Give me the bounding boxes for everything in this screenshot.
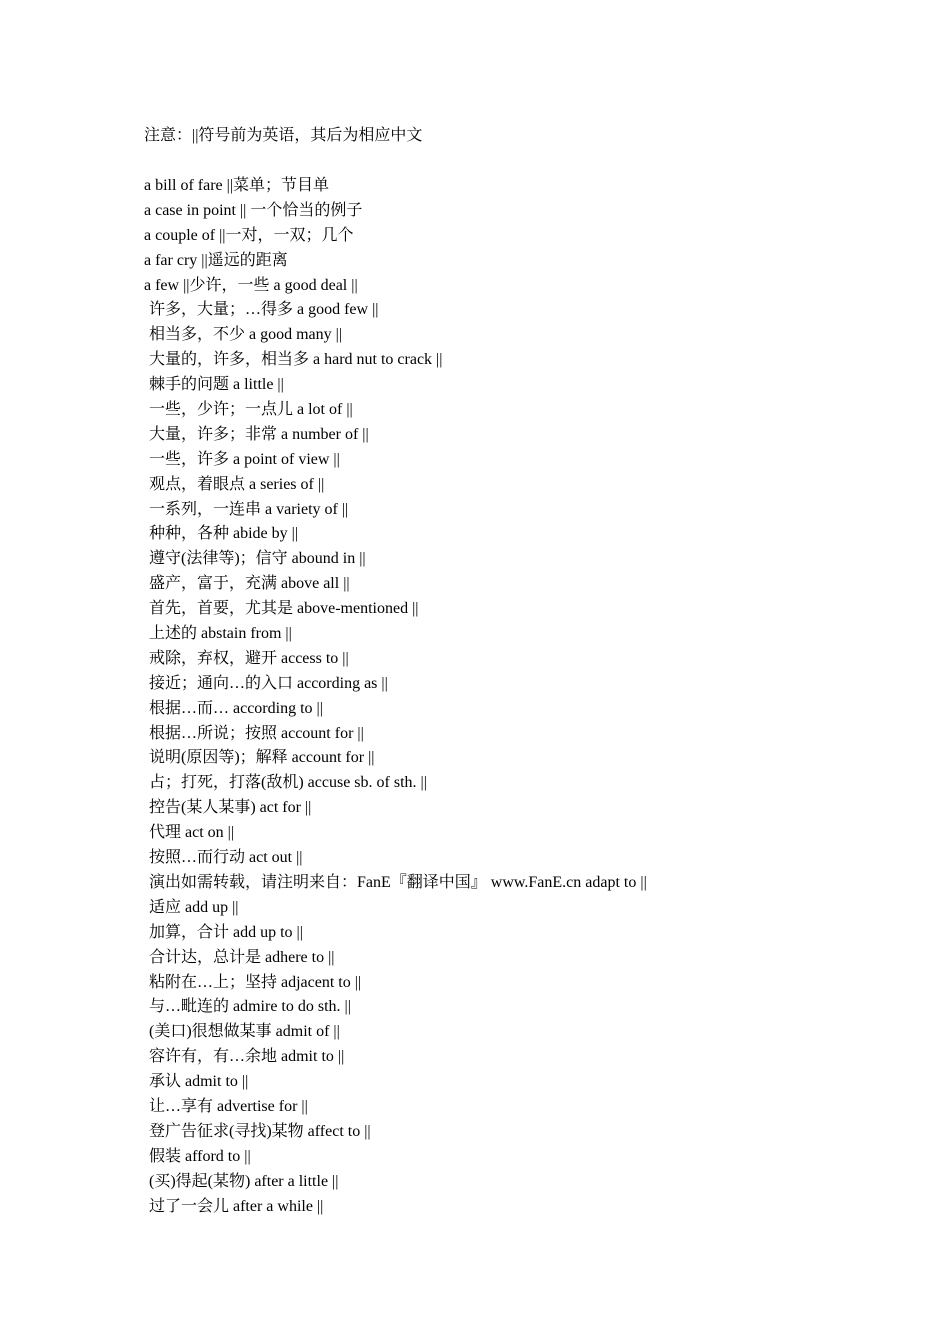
glossary-list: [144, 175, 647, 1220]
glossary-line: 容许有，有…余地 admit to ||: [149, 1048, 345, 1066]
glossary-line: 占；打死，打落(敌机) accuse sb. of sth. ||: [149, 774, 427, 792]
glossary-line: 过了一会儿 after a while ||: [149, 1197, 324, 1215]
glossary-line: 相当多，不少 a good many ||: [149, 326, 343, 344]
glossary-line: 大量的，许多，相当多 a hard nut to crack ||: [149, 351, 443, 369]
glossary-line: 根据…而… according to ||: [149, 699, 323, 717]
glossary-line: a bill of fare ||菜单；节目单: [144, 177, 330, 194]
glossary-line: a case in point || 一个恰当的例子: [144, 201, 363, 219]
glossary-line: 戒除，弃权，避开 access to ||: [149, 649, 349, 667]
glossary-line: 控告(某人某事) act for ||: [149, 799, 312, 817]
glossary-line: 首先，首要，尤其是 above-mentioned ||: [149, 600, 419, 618]
glossary-line: 代理 act on ||: [149, 824, 235, 842]
glossary-line: 许多，大量；…得多 a good few ||: [149, 301, 379, 319]
glossary-line: 按照…而行动 act out ||: [149, 849, 303, 867]
glossary-line: 承认 admit to ||: [149, 1073, 249, 1091]
glossary-line: 登广告征求(寻找)某物 affect to ||: [149, 1122, 371, 1140]
glossary-line: 假装 afford to ||: [149, 1147, 251, 1165]
glossary-line: 盛产，富于，充满 above all ||: [149, 575, 350, 593]
glossary-line: 种种，各种 abide by ||: [149, 525, 299, 543]
glossary-line: 根据…所说；按照 account for ||: [149, 724, 364, 742]
glossary-line: 一些，少许；一点儿 a lot of ||: [149, 401, 353, 419]
glossary-line: 让…享有 advertise for ||: [149, 1097, 308, 1115]
glossary-line: a couple of ||一对，一双；几个: [144, 226, 354, 244]
glossary-line: 棘手的问题 a little ||: [149, 376, 284, 394]
glossary-line: 观点，着眼点 a series of ||: [149, 475, 325, 493]
glossary-line: 接近；通向…的入口 according as ||: [149, 674, 388, 692]
glossary-line: 与…毗连的 admire to do sth. ||: [149, 998, 351, 1016]
glossary-line: 适应 add up ||: [149, 898, 239, 916]
glossary-line: 粘附在…上；坚持 adjacent to ||: [149, 973, 362, 991]
glossary-line: a far cry ||遥远的距离: [144, 251, 288, 269]
glossary-line: 遵守(法律等)；信守 abound in ||: [149, 550, 366, 568]
glossary-line: (买)得起(某物) after a little ||: [149, 1172, 339, 1190]
glossary-line: 上述的 abstain from ||: [149, 625, 292, 643]
glossary-line: 演出如需转载，请注明来自：FanE『翻译中国』 www.FanE.cn adapt to ||: [149, 873, 647, 891]
glossary-line: 大量，许多；非常 a number of ||: [149, 425, 369, 443]
glossary-line: 一些，许多 a point of view ||: [149, 450, 340, 468]
glossary-line: 说明(原因等)；解释 account for ||: [149, 749, 375, 767]
glossary-line: 合计达，总计是 adhere to ||: [149, 948, 335, 966]
glossary-line: (美口)很想做某事 admit of ||: [149, 1023, 340, 1041]
glossary-line: 一系列，一连串 a variety of ||: [149, 500, 349, 518]
glossary-line: a few ||少许，一些 a good deal ||: [144, 276, 358, 294]
note-line: 注意：||符号前为英语，其后为相应中文: [144, 127, 423, 144]
glossary-line: 加算，合计 add up to ||: [149, 923, 303, 941]
